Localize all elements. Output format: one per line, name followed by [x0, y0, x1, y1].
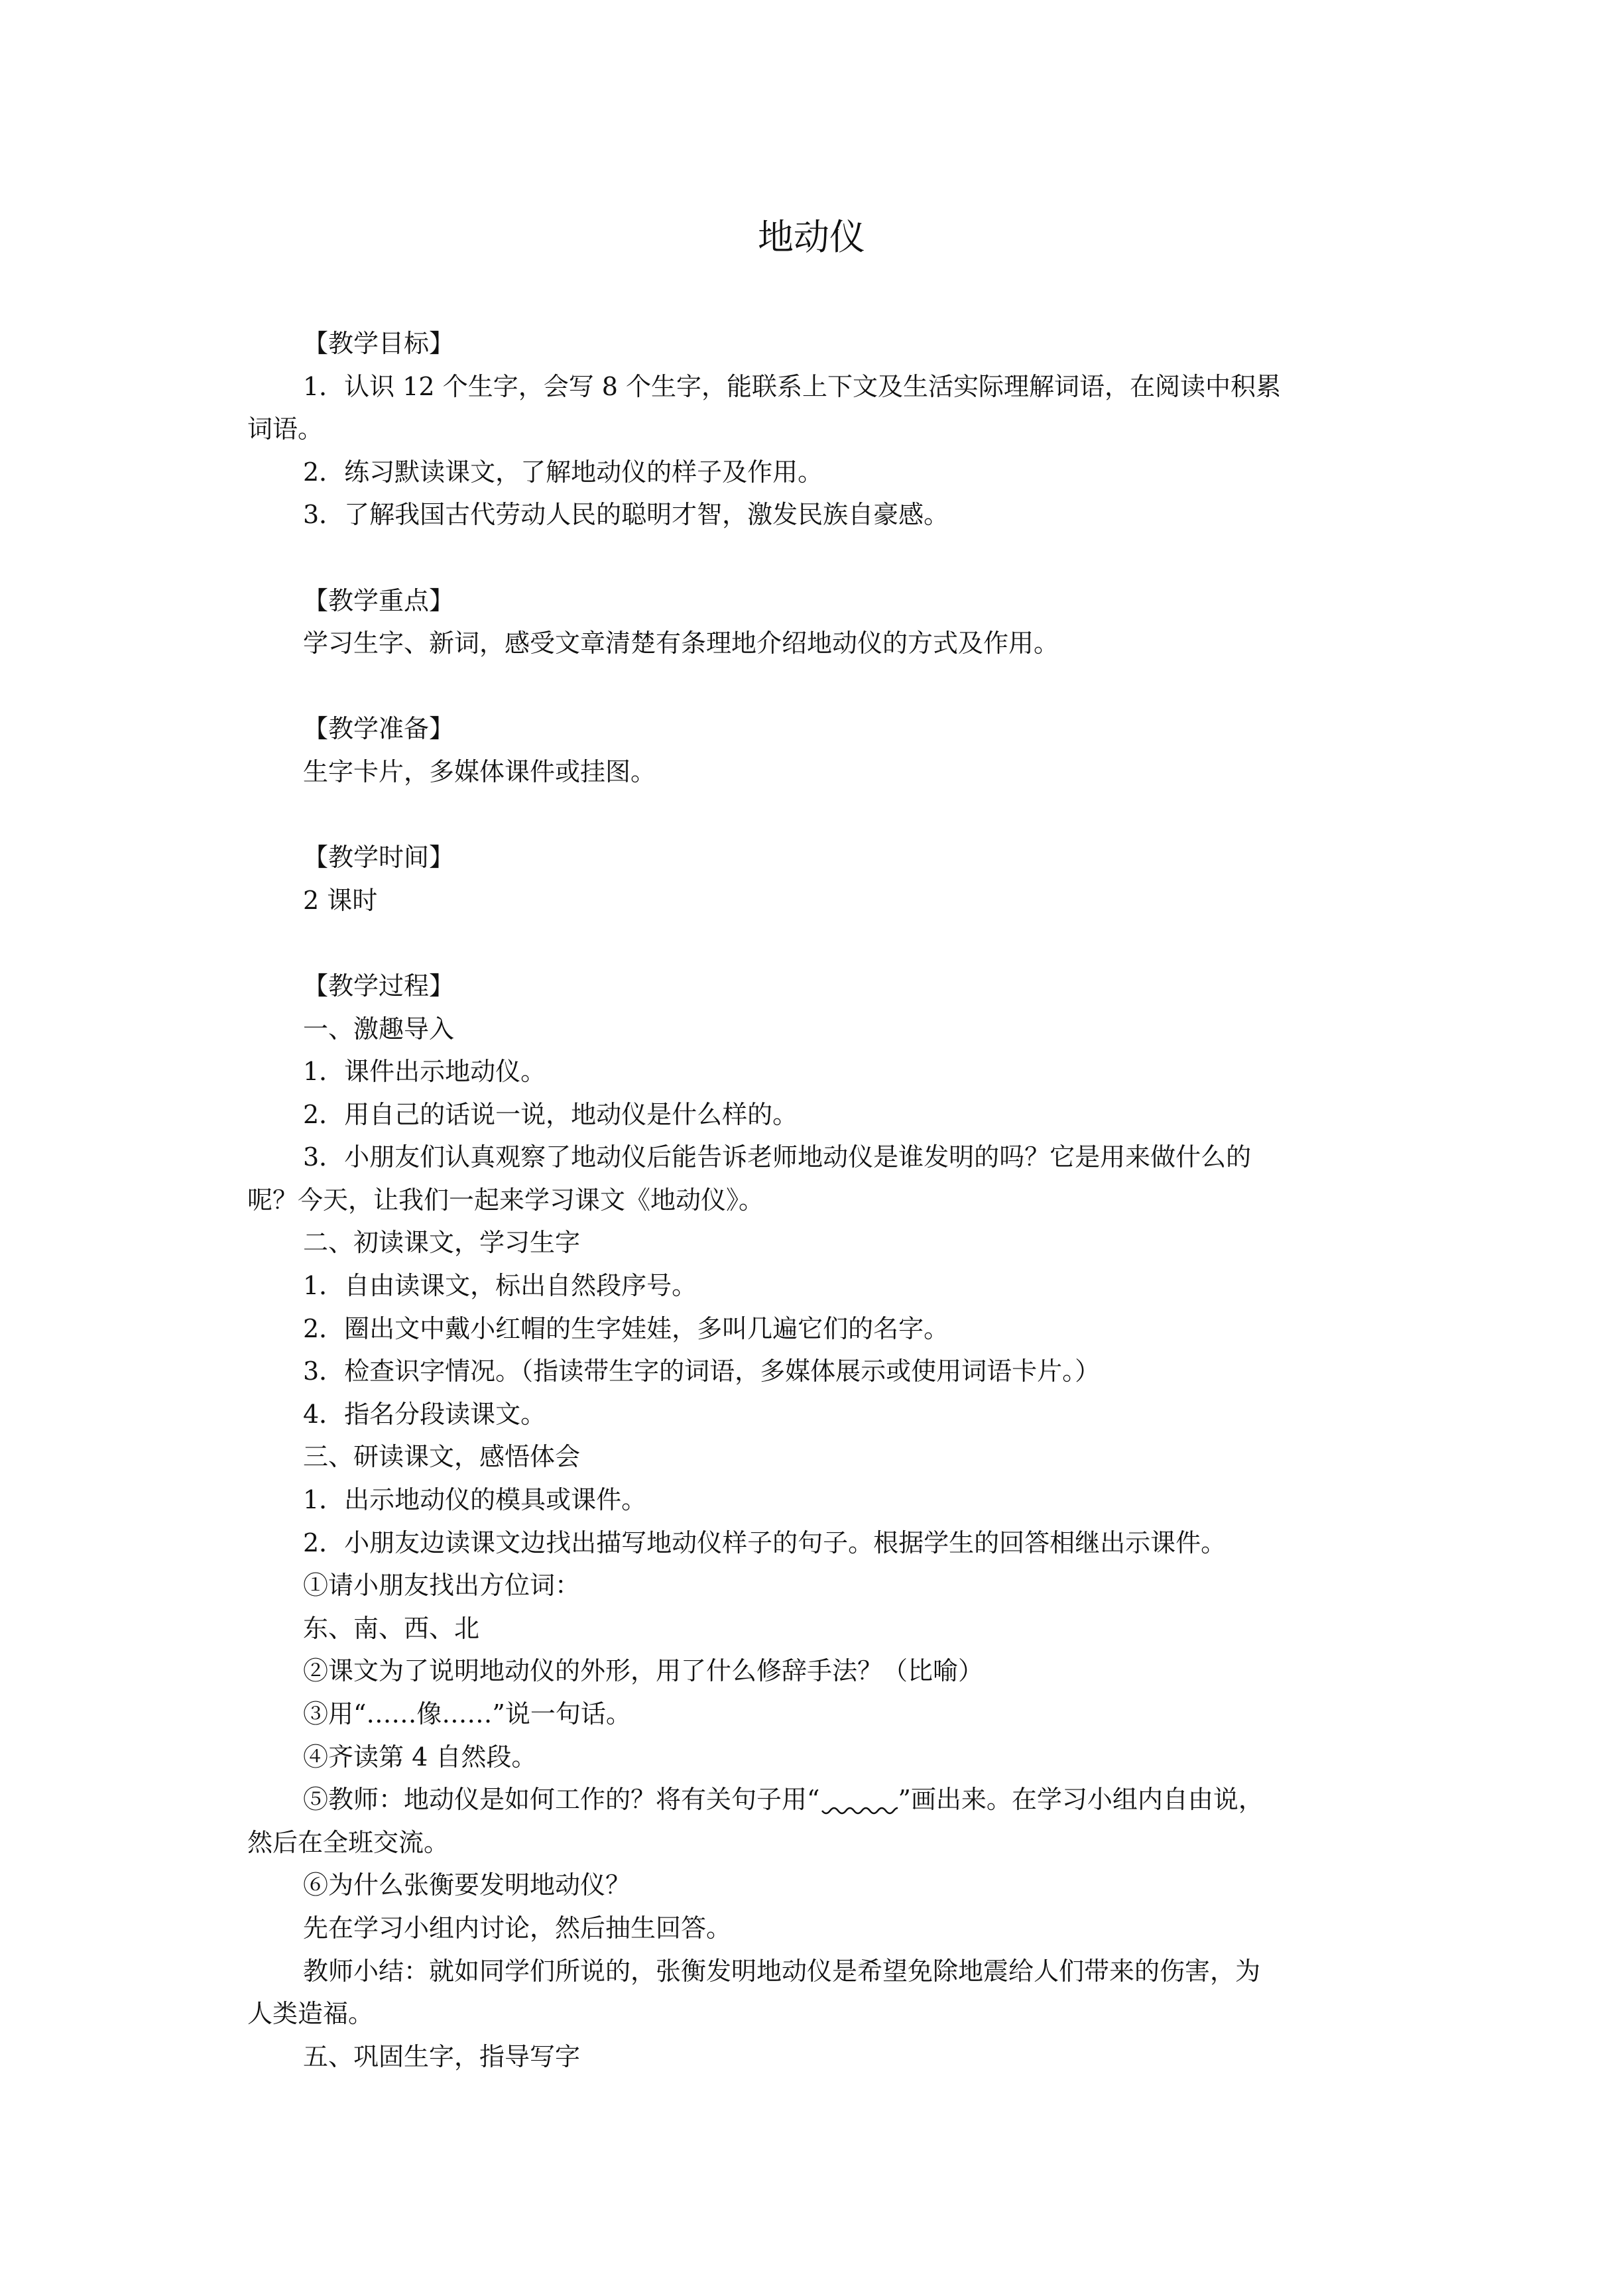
objective-1-line-a: 1．认识 12 个生字，会写 8 个生字，能联系上下文及生活实际理解词语，在阅读中积累	[303, 371, 1282, 401]
key-points-text: 学习生字、新词，感受文章清楚有条理地介绍地动仪的方式及作用。	[303, 629, 1059, 658]
part3-sub-5-line-b: 然后在全班交流。	[247, 1827, 450, 1857]
part2-item-4: 4．指名分段读课文。	[303, 1399, 546, 1429]
objectives-heading: 【教学目标】	[303, 329, 455, 358]
part3-sub-5-prefix: ⑤教师：地动仪是如何工作的？将有关句子用“	[303, 1785, 820, 1815]
section-spacer	[247, 536, 1382, 579]
part3-summary-line-b: 人类造福。	[247, 1999, 374, 2029]
process-heading: 【教学过程】	[303, 971, 455, 1000]
wavy-underline-icon	[819, 1799, 898, 1819]
document-body	[247, 322, 1382, 2078]
preparation-heading: 【教学准备】	[303, 714, 455, 744]
part1-item-1: 1．课件出示地动仪。	[303, 1057, 546, 1087]
part3-sub-6: ⑥为什么张衡要发明地动仪？	[303, 1870, 631, 1900]
part3-sub-5-line-a	[247, 1778, 1382, 1821]
time-text: 2 课时	[303, 885, 378, 915]
part3-sub-4: ④齐读第 4 自然段。	[303, 1742, 537, 1772]
part1-item-3-line-b: 呢？今天，让我们一起来学习课文《地动仪》。	[247, 1185, 764, 1215]
part3-sub-1-answer: 东、南、西、北	[303, 1613, 480, 1643]
part3-summary-line-a: 教师小结：就如同学们所说的，张衡发明地动仪是希望免除地震给人们带来的伤害，为	[303, 1956, 1261, 1986]
time-heading: 【教学时间】	[303, 843, 455, 873]
part3-heading: 三、研读课文，感悟体会	[303, 1442, 581, 1472]
part3-item-1: 1．出示地动仪的模具或课件。	[303, 1485, 647, 1515]
part3-sub-6-answer: 先在学习小组内讨论，然后抽生回答。	[303, 1913, 732, 1943]
part3-sub-3: ③用“……像……”说一句话。	[303, 1699, 631, 1728]
objective-3: 3．了解我国古代劳动人民的聪明才智，激发民族自豪感。	[303, 500, 949, 530]
part2-heading: 二、初读课文，学习生字	[303, 1228, 581, 1258]
part1-heading: 一、激趣导入	[303, 1014, 455, 1044]
part3-sub-2: ②课文为了说明地动仪的外形，用了什么修辞手法？（比喻）	[303, 1656, 984, 1686]
section-spacer	[247, 922, 1382, 965]
key-points-heading: 【教学重点】	[303, 585, 455, 615]
objective-2: 2．练习默读课文，了解地动仪的样子及作用。	[303, 457, 823, 487]
part1-item-2: 2．用自己的话说一说，地动仪是什么样的。	[303, 1099, 798, 1129]
preparation-text: 生字卡片，多媒体课件或挂图。	[303, 756, 656, 786]
part3-sub-5-suffix: ”画出来。在学习小组内自由说，	[898, 1785, 1264, 1815]
objective-1-line-b: 词语。	[247, 414, 324, 444]
page-title: 地动仪	[758, 216, 865, 258]
part5-heading: 五、巩固生字，指导写字	[303, 2041, 581, 2071]
part2-item-3: 3．检查识字情况。（指读带生字的词语，多媒体展示或使用词语卡片。）	[303, 1357, 1101, 1386]
part2-item-1: 1．自由读课文，标出自然段序号。	[303, 1271, 697, 1301]
section-spacer	[247, 665, 1382, 708]
section-spacer	[247, 794, 1382, 837]
part1-item-3-line-a: 3．小朋友们认真观察了地动仪后能告诉老师地动仪是谁发明的吗？它是用来做什么的	[303, 1142, 1252, 1172]
part2-item-2: 2．圈出文中戴小红帽的生字娃娃，多叫几遍它们的名字。	[303, 1313, 949, 1343]
part3-item-2: 2．小朋友边读课文边找出描写地动仪样子的句子。根据学生的回答相继出示课件。	[303, 1528, 1227, 1557]
part3-sub-1: ①请小朋友找出方位词：	[303, 1571, 581, 1601]
